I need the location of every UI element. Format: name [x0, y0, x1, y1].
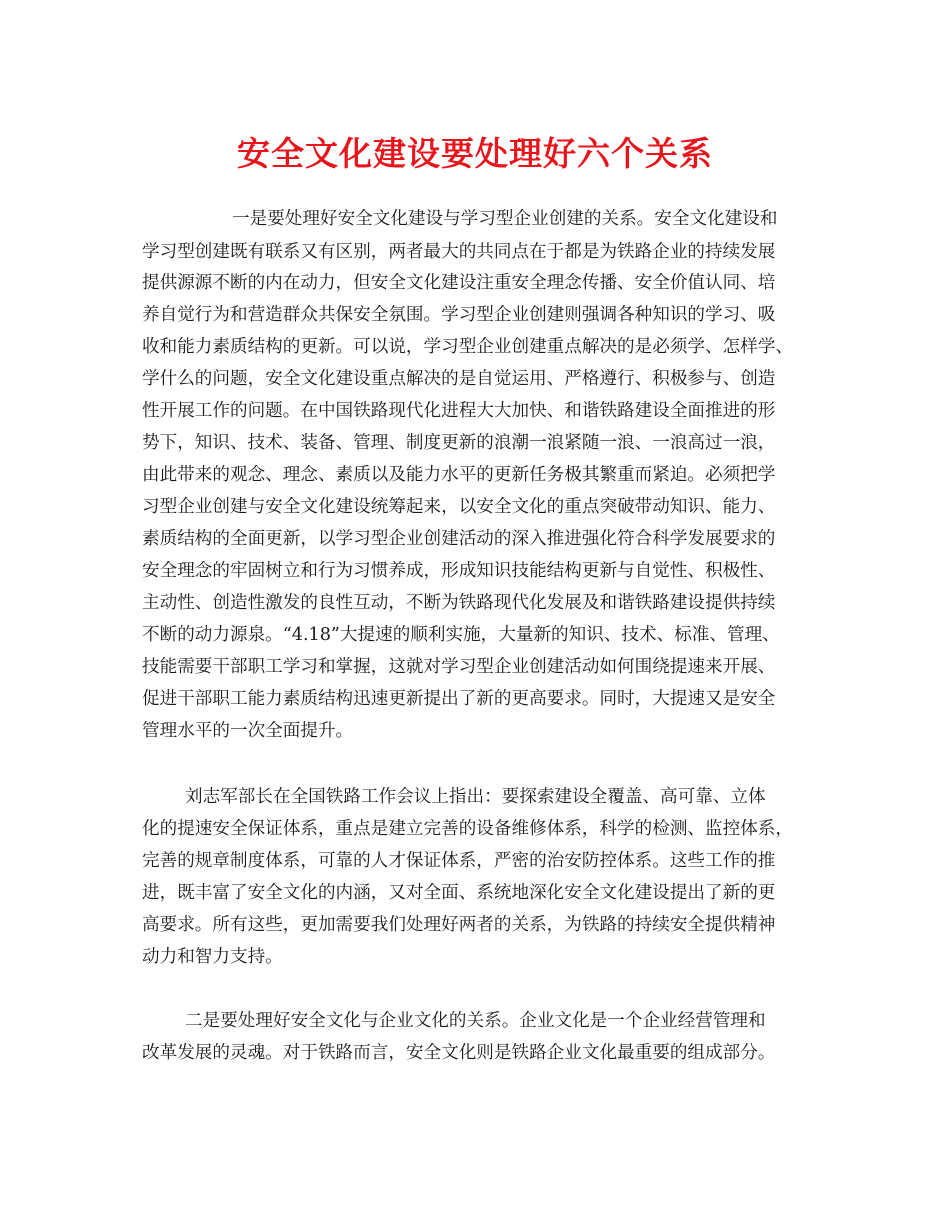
paragraph-line: 主动性、创造性激发的良性互动，不断为铁路现代化发展及和谐铁路建设提供持续 — [142, 593, 776, 613]
paragraph-line: 势下，知识、技术、装备、管理、制度更新的浪潮一浪紧随一浪、一浪高过一浪， — [142, 433, 776, 453]
paragraph-line: 不断的动力源泉。“4.18”大提速的顺利实施，大量新的知识、技术、标准、管理、 — [142, 625, 780, 645]
paragraph-line: 进，既丰富了安全文化的内涵，又对全面、系统地深化安全文化建设提出了新的更 — [142, 883, 776, 903]
paragraph-line: 学习型创建既有联系又有区别，两者最大的共同点在于都是为铁路企业的持续发展 — [142, 242, 776, 262]
paragraph-line: 由此带来的观念、理念、素质以及能力水平的更新任务极其繁重而紧迫。必须把学 — [142, 465, 776, 485]
paragraph-line: 一是要处理好安全文化建设与学习型企业创建的关系。安全文化建设和 — [232, 209, 778, 229]
paragraph-line: 安全理念的牢固树立和行为习惯养成，形成知识技能结构更新与自觉性、积极性、 — [142, 561, 776, 581]
paragraph-line: 收和能力素质结构的更新。可以说，学习型企业创建重点解决的是必须学、怎样学、 — [142, 337, 793, 357]
paragraph-line: 习型企业创建与安全文化建设统筹起来，以安全文化的重点突破带动知识、能力、 — [142, 497, 776, 517]
paragraph-line: 提供源源不断的内在动力，但安全文化建设注重安全理念传播、安全价值认同、培 — [142, 273, 776, 293]
paragraph-line: 技能需要干部职工学习和掌握，这就对学习型企业创建活动如何围绕提速来开展、 — [142, 657, 776, 677]
paragraph-line: 高要求。所有这些，更加需要我们处理好两者的关系，为铁路的持续安全提供精神 — [142, 915, 776, 935]
paragraph-line: 养自觉行为和营造群众共保安全氛围。学习型企业创建则强调各种知识的学习、吸 — [142, 305, 776, 325]
page-title: 安全文化建设要处理好六个关系 — [237, 134, 713, 173]
paragraph-line: 完善的规章制度体系，可靠的人才保证体系，严密的治安防控体系。这些工作的推 — [142, 851, 776, 871]
paragraph-line: 管理水平的一次全面提升。 — [142, 721, 354, 741]
paragraph-line: 动力和智力支持。 — [142, 947, 283, 967]
paragraph-line: 性开展工作的问题。在中国铁路现代化进程大大加快、和谐铁路建设全面推进的形 — [142, 401, 776, 421]
paragraph-line: 学什么的问题，安全文化建设重点解决的是自觉运用、严格遵行、积极参与、创造 — [142, 369, 776, 389]
paragraph-line: 素质结构的全面更新，以学习型企业创建活动的深入推进强化符合科学发展要求的 — [142, 529, 776, 549]
paragraph-line: 刘志军部长在全国铁路工作会议上指出：要探索建设全覆盖、高可靠、立体 — [185, 787, 766, 807]
paragraph-line: 二是要处理好安全文化与企业文化的关系。企业文化是一个企业经营管理和 — [185, 1011, 766, 1031]
paragraph-line: 促进干部职工能力素质结构迅速更新提出了新的更高要求。同时，大提速又是安全 — [142, 689, 776, 709]
paragraph-line: 改革发展的灵魂。对于铁路而言，安全文化则是铁路企业文化最重要的组成部分。 — [142, 1043, 776, 1063]
paragraph-line: 化的提速安全保证体系，重点是建立完善的设备维修体系，科学的检测、监控体系， — [142, 819, 793, 839]
